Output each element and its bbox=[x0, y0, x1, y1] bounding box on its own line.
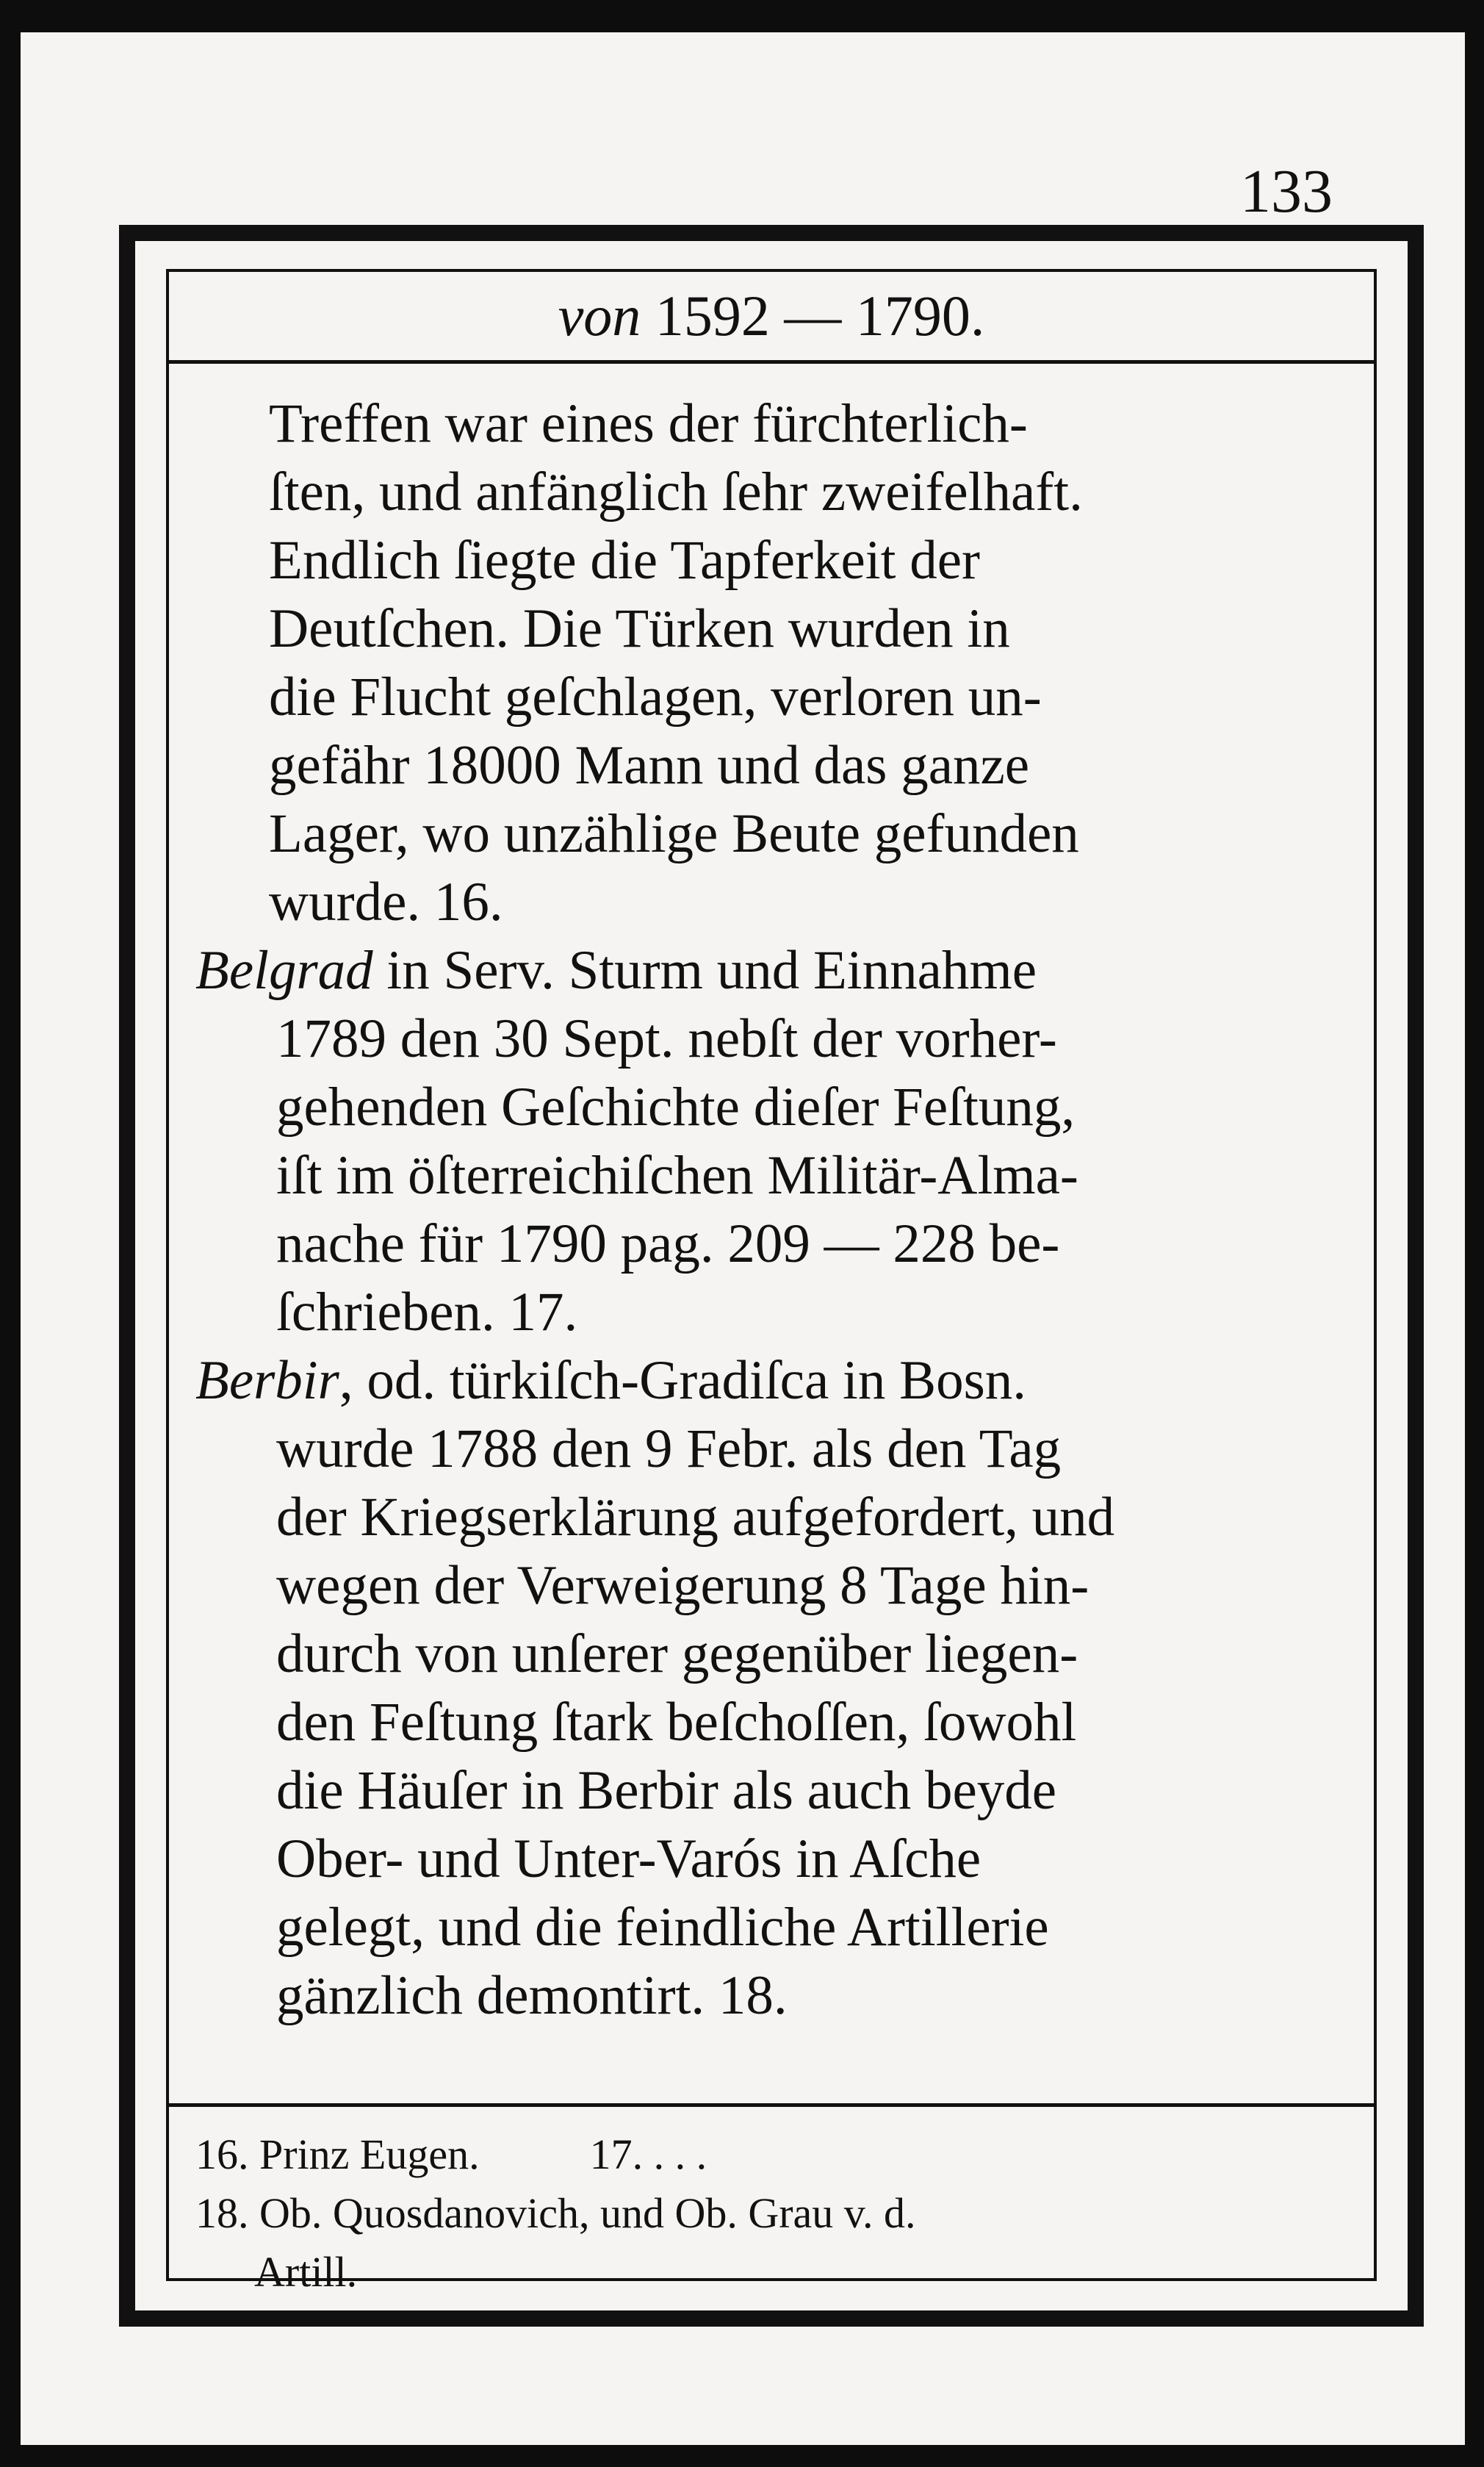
text-line: der Kriegserklärung aufgefordert, und bbox=[276, 1487, 1115, 1548]
footnote-17: 17. . . . bbox=[589, 2130, 707, 2178]
page-border-inner bbox=[166, 269, 1377, 2296]
text-line: wurde 1788 den 9 Febr. als den Tag bbox=[276, 1418, 1062, 1479]
running-head-prefix: von bbox=[558, 284, 641, 348]
entry-first-line: , od. türkiſch-Gradiſca in Bosn. bbox=[339, 1350, 1027, 1411]
text-line: nache für 1790 pag. 209 — 228 be- bbox=[276, 1213, 1060, 1274]
footnotes bbox=[195, 2125, 1352, 2302]
footnote-rule bbox=[169, 2103, 1374, 2107]
text-line: ſchrieben. 17. bbox=[276, 1282, 578, 1343]
text-line: gänzlich demontirt. 18. bbox=[276, 1965, 788, 2026]
entry-berbir bbox=[195, 1346, 1352, 1415]
text-line: Deutſchen. Die Türken wurden in bbox=[269, 598, 1010, 659]
text-line: wurde. 16. bbox=[269, 872, 503, 933]
footnote-18: 18. Ob. Quosdanovich, und Ob. Grau v. d. bbox=[195, 2189, 916, 2237]
text-line: die Häuſer in Berbir als auch beyde bbox=[276, 1760, 1057, 1821]
running-head-range: 1592 — 1790. bbox=[655, 284, 985, 348]
page-border-outer bbox=[119, 225, 1424, 2327]
body-text bbox=[195, 389, 1352, 2030]
footnote-line bbox=[195, 2125, 1352, 2184]
entry-belgrad bbox=[195, 936, 1352, 1005]
text-line: gelegt, und die feindliche Artillerie bbox=[276, 1897, 1049, 1958]
page-number: 133 bbox=[1240, 157, 1333, 226]
book-page bbox=[21, 32, 1465, 2445]
footnote-16: 16. Prinz Eugen. bbox=[195, 2130, 480, 2178]
text-line: gehenden Geſchichte dieſer Feſtung, bbox=[276, 1077, 1076, 1138]
text-line: 1789 den 30 Sept. nebſt der vorher- bbox=[276, 1008, 1057, 1069]
text-line: Ober- und Unter-Varós in Aſche bbox=[276, 1828, 981, 1889]
running-head bbox=[169, 276, 1374, 356]
text-line: gefähr 18000 Mann und das ganze bbox=[269, 735, 1030, 796]
text-line: wegen der Verweigerung 8 Tage hin- bbox=[276, 1555, 1089, 1616]
header-rule bbox=[169, 360, 1374, 364]
text-line: Treffen war eines der fürchterlich- bbox=[269, 393, 1028, 454]
text-line: iſt im öſterreichiſchen Militär-Alma- bbox=[276, 1145, 1078, 1206]
text-line: ſten, und anfänglich ſehr zweifelhaft. bbox=[269, 462, 1083, 523]
entry-headword: Belgrad bbox=[195, 940, 373, 1001]
entry-headword: Berbir bbox=[195, 1350, 339, 1411]
text-line: die Flucht geſchlagen, verloren un- bbox=[269, 667, 1042, 728]
text-line: Lager, wo unzählige Beute gefunden bbox=[269, 803, 1079, 864]
text-line: durch von unſerer gegenüber liegen- bbox=[276, 1623, 1078, 1684]
footnote-18-continued: Artill. bbox=[254, 2248, 358, 2296]
text-line: den Feſtung ſtark beſchoſſen, ſowohl bbox=[276, 1692, 1077, 1753]
text-line: Endlich ſiegte die Tapferkeit der bbox=[269, 530, 980, 591]
entry-first-line: in Serv. Sturm und Einnahme bbox=[372, 940, 1037, 1001]
